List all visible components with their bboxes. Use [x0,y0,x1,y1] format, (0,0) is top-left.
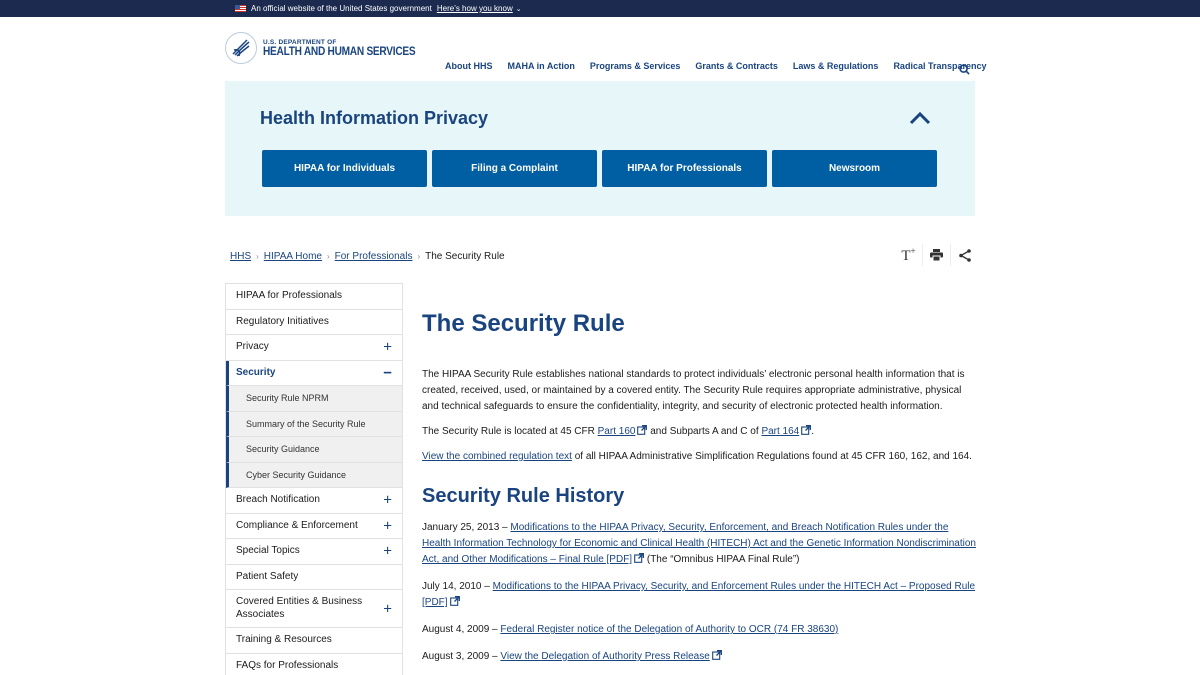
share-icon [959,249,971,262]
breadcrumb-hhs[interactable]: HHS [230,251,252,262]
external-link-icon [712,650,722,660]
logo-line2: HEALTH AND HUMAN SERVICES [263,45,416,58]
page-title: The Security Rule [422,310,625,337]
delegation-press-release-link[interactable]: View the Delegation of Authority Press Release [500,651,710,662]
text-size-button[interactable] [895,244,923,266]
history-heading: Security Rule History [422,485,625,507]
breadcrumb-hipaa-home[interactable]: HIPAA Home [263,251,322,262]
chevron-right-icon: › [417,252,421,261]
sidenav-summary-security-rule[interactable]: Summary of the Security Rule [226,412,402,438]
sidenav-cyber-security-guidance[interactable]: Cyber Security Guidance [226,463,402,489]
part-164-link[interactable]: Part 164 [761,426,800,437]
hhs-seal-icon [225,32,257,64]
chevron-up-icon[interactable] [909,111,931,130]
sidenav-regulatory-initiatives[interactable]: Regulatory Initiatives [226,310,402,336]
gov-banner [0,0,1200,17]
history-item: January 25, 2013 – Modifications to the HIPAA Privacy, Security, Enforcement, and Breach Notification Rules under the Health Information Technology for Economic and Clinical Health (HITECH) Act and the Genetic Information Nondiscrimination Act, and Other Modifications – Final Rule [PDF] (The “Omnibus HIPAA Final Rule”) [422,522,976,565]
hipaa-for-individuals-button[interactable]: HIPAA for Individuals [262,150,427,187]
hitech-proposed-rule-link[interactable]: Modifications to the HIPAA Privacy, Security, and Enforcement Rules under the HITECH Act – Proposed Rule [PDF] [422,581,976,608]
combined-text-paragraph: View the combined regulation text of all HIPAA Administrative Simplification Regulations found at 45 CFR 160, 162, and 164. [422,451,972,462]
omnibus-final-rule-link[interactable]: Modifications to the HIPAA Privacy, Security, Enforcement, and Breach Notification Rules under the Health Information Technology for Economic and Clinical Health (HITECH) Act and the Genetic Information Nondiscrimination Act, and Other Modifications – Final Rule [PDF] [422,522,976,565]
external-link-icon [637,425,647,435]
gov-banner-text: An official website of the United States government [251,4,432,13]
plus-icon[interactable]: + [383,542,392,560]
nav-maha-in-action[interactable]: MAHA in Action [507,61,575,71]
sidenav-training-resources[interactable]: Training & Resources [226,628,402,654]
site-header [0,17,1200,81]
chevron-down-icon: ⌄ [515,5,522,13]
breadcrumb-current: The Security Rule [425,251,505,262]
minus-icon[interactable]: − [383,364,392,382]
sidenav-security[interactable]: Security − [226,361,402,387]
sidenav-security-guidance[interactable]: Security Guidance [226,437,402,463]
external-link-icon [634,553,644,563]
filing-a-complaint-button[interactable]: Filing a Complaint [432,150,597,187]
sidenav-compliance-enforcement[interactable]: Compliance & Enforcement + [226,514,402,540]
sidenav-special-topics[interactable]: Special Topics + [226,539,402,565]
chevron-right-icon: › [256,252,259,261]
history-item: August 4, 2009 – Federal Register notice of the Delegation of Authority to OCR (74 FR 38630) [422,624,839,635]
nav-radical-transparency[interactable]: Radical Transparency [893,61,987,71]
intro-paragraph: The HIPAA Security Rule establishes national standards to protect individuals’ electronic personal health information that is created, received, used, or maintained by a covered entity. The Security Rule requires appropriate administrative, physical and technical safeguards to ensure the confidentiality, integrity, and security of electronic protected health information. [422,369,965,412]
history-item: July 14, 2010 – Modifications to the HIPAA Privacy, Security, and Enforcement Rules under the HITECH Act – Proposed Rule [PDF] [422,581,976,608]
sidenav-breach-notification[interactable]: Breach Notification + [226,488,402,514]
nav-about-hhs[interactable]: About HHS [445,61,493,71]
plus-icon[interactable]: + [383,517,392,535]
us-flag-icon [235,5,246,12]
breadcrumb [230,251,505,262]
sidenav-faqs-for-professionals[interactable]: FAQs for Professionals [226,654,402,675]
hip-panel-title: Health Information Privacy [260,108,489,128]
sidenav-hipaa-for-professionals[interactable]: HIPAA for Professionals [226,284,402,310]
part-160-link[interactable]: Part 160 [597,426,636,437]
nav-programs-services[interactable]: Programs & Services [589,61,681,71]
breadcrumb-for-professionals[interactable]: For Professionals [334,251,413,262]
hhs-logo[interactable] [225,32,436,64]
newsroom-button[interactable]: Newsroom [772,150,937,187]
print-icon [930,249,943,261]
sidenav-security-rule-nprm[interactable]: Security Rule NPRM [226,386,402,412]
hip-panel [225,81,975,216]
location-paragraph: The Security Rule is located at 45 CFR Part 160 and Subparts A and C of Part 164 . [422,426,815,437]
combined-regulation-text-link[interactable]: View the combined regulation text [422,451,572,462]
main-nav [445,61,1001,71]
nav-grants-contracts[interactable]: Grants & Contracts [695,61,778,71]
plus-icon[interactable]: + [383,600,392,617]
external-link-icon [801,425,811,435]
share-button[interactable] [951,244,979,266]
chevron-right-icon: › [326,252,330,261]
sidenav-privacy[interactable]: Privacy + [226,335,402,361]
sidenav-covered-entities[interactable]: Covered Entities & Business Associates + [226,590,402,628]
text-size-icon: T+ [901,245,916,264]
federal-register-notice-link[interactable]: Federal Register notice of the Delegation of Authority to OCR (74 FR 38630) [500,624,839,635]
side-nav [225,283,403,675]
page-tools [895,244,979,266]
heres-how-you-know-link[interactable]: Here’s how you know [436,4,513,13]
search-icon[interactable] [959,62,970,80]
history-item: August 3, 2009 – View the Delegation of Authority Press Release [422,649,977,665]
print-button[interactable] [923,244,951,266]
external-link-icon [450,596,460,606]
nav-laws-regulations[interactable]: Laws & Regulations [792,61,879,71]
sidenav-patient-safety[interactable]: Patient Safety [226,565,402,591]
plus-icon[interactable]: + [383,491,392,509]
main-content [422,310,977,675]
hipaa-for-professionals-button[interactable]: HIPAA for Professionals [602,150,767,187]
plus-icon[interactable]: + [383,338,392,356]
logo-line1: U.S. DEPARTMENT OF [263,38,337,46]
